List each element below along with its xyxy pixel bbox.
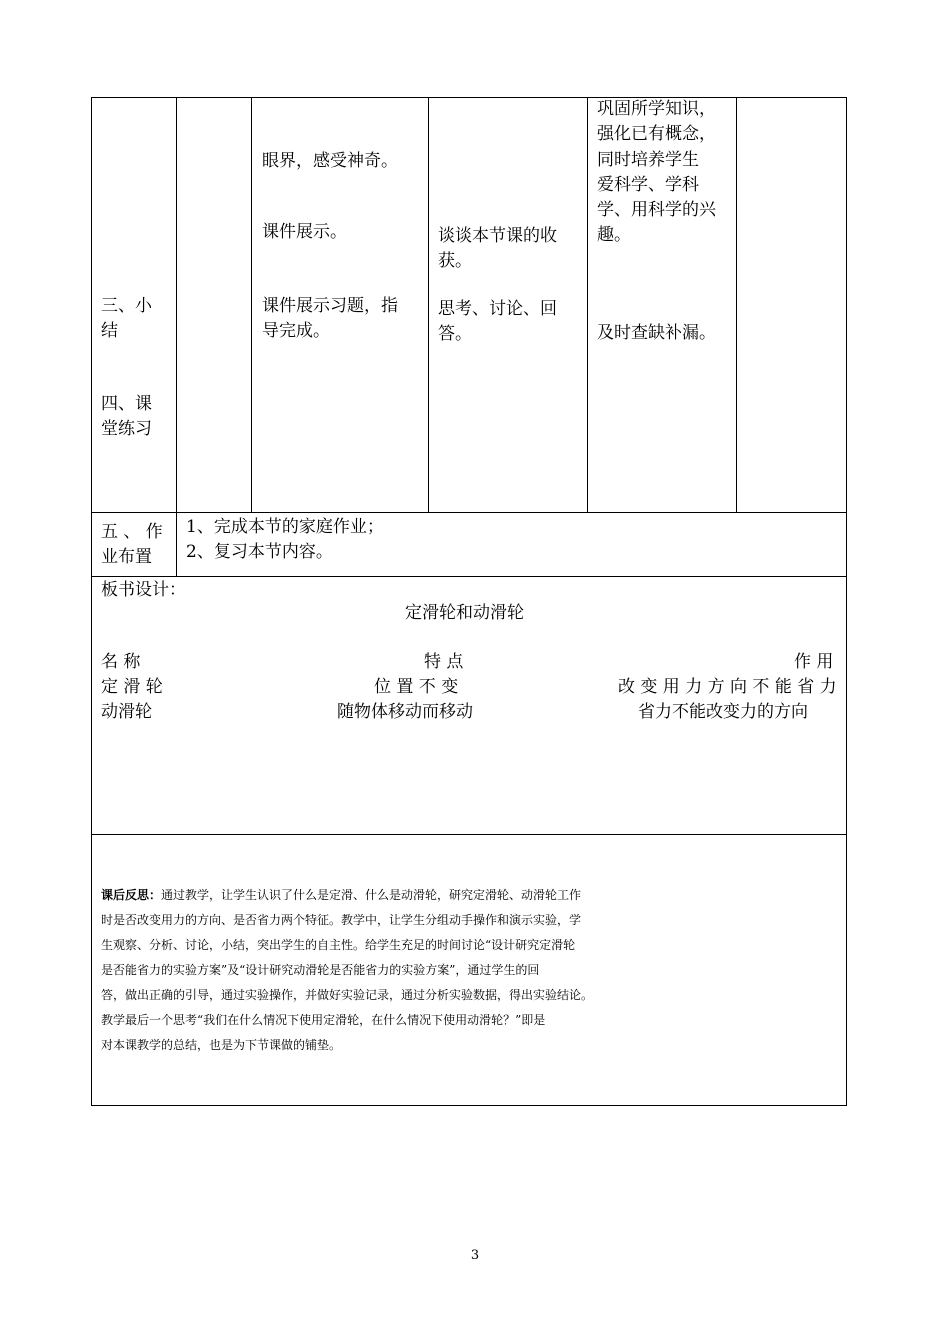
reflection-line-7: 对本课教学的总结，也是为下节课做的铺垫。 <box>101 1038 342 1052</box>
board-row2-feature: 随物体移动而移动 <box>337 702 473 722</box>
student-line2: 获。 <box>438 251 472 271</box>
board-row2-function: 省力不能改变力的方向 <box>638 702 808 722</box>
cell-student-activity <box>428 97 588 513</box>
homework-item-1: 1、完成本节的家庭作业； <box>186 517 384 537</box>
intent-line5: 学、用科学的兴 <box>597 200 716 220</box>
reflection-line-5: 答，做出正确的引导，通过实验操作，并做好实验记录，通过分析实验数据，得出实验结论。 <box>101 988 594 1002</box>
reflection-line-2: 时是否改变用力的方向、是否省力两个特征。教学中，让学生分组动手操作和演示实验，学 <box>101 913 582 927</box>
teacher-line2: 课件展示。 <box>262 222 347 242</box>
teacher-line4: 导完成。 <box>262 321 330 341</box>
stage-summary-line2: 结 <box>101 321 118 341</box>
board-title: 定滑轮和动滑轮 <box>405 603 524 623</box>
cell-notes <box>736 97 847 513</box>
board-row2-name: 动滑轮 <box>101 702 152 722</box>
homework-item-2: 2、复习本节内容。 <box>186 542 333 562</box>
cell-stage <box>91 97 177 513</box>
stage-practice-line1: 四、课 <box>101 394 152 414</box>
reflection-line-6: 教学最后一个思考“我们在什么情况下使用定滑轮，在什么情况下使用动滑轮？”即是 <box>101 1013 546 1027</box>
cell-design-intent <box>587 97 737 513</box>
board-label: 板书设计： <box>101 580 186 600</box>
cell-board-design <box>91 576 847 835</box>
board-header-name: 名 称 <box>101 652 141 672</box>
student-line3: 思考、讨论、回 <box>438 299 557 319</box>
reflection-paragraph <box>101 883 841 1058</box>
intent-line1: 巩固所学知识， <box>597 99 716 119</box>
homework-label-line1: 五 、 作 <box>101 522 163 542</box>
cell-homework-content <box>176 512 847 577</box>
stage-summary-line1: 三、小 <box>101 296 152 316</box>
cell-time <box>176 97 252 513</box>
intent-line3: 同时培养学生 <box>597 150 699 170</box>
teacher-line3: 课件展示习题，指 <box>262 296 398 316</box>
teacher-line1: 眼界，感受神奇。 <box>262 151 398 171</box>
student-line1: 谈谈本节课的收 <box>438 226 557 246</box>
page-number: 3 <box>470 1248 480 1263</box>
homework-label-line2: 业布置 <box>101 547 152 567</box>
reflection-line-3: 生观察、分析、讨论，小结，突出学生的自主性。给学生充足的时间讨论“设计研究定滑轮 <box>101 938 576 952</box>
reflection-label: 课后反思： <box>101 888 162 902</box>
student-line4: 答。 <box>438 324 472 344</box>
reflection-line-4: 是否能省力的实验方案”及“设计研究动滑轮是否能省力的实验方案”，通过学生的回 <box>101 963 540 977</box>
intent-line4: 爱科学、学科 <box>597 175 699 195</box>
cell-reflection <box>91 834 847 1106</box>
intent-line7: 及时查缺补漏。 <box>597 323 716 343</box>
board-header-function: 作 用 <box>794 652 834 672</box>
board-row1-function: 改 变 用 力 方 向 不 能 省 力 <box>618 677 837 697</box>
board-row1-name: 定 滑 轮 <box>101 677 163 697</box>
cell-teacher-activity <box>251 97 429 513</box>
cell-homework-label <box>91 512 177 577</box>
board-row1-feature: 位 置 不 变 <box>374 677 459 697</box>
reflection-line-1: 通过教学，让学生认识了什么是定滑、什么是动滑轮，研究定滑轮、动滑轮工作 <box>161 888 582 902</box>
intent-line2: 强化已有概念， <box>597 124 716 144</box>
stage-practice-line2: 堂练习 <box>101 419 152 439</box>
board-header-feature: 特 点 <box>424 652 464 672</box>
intent-line6: 趣。 <box>597 225 631 245</box>
